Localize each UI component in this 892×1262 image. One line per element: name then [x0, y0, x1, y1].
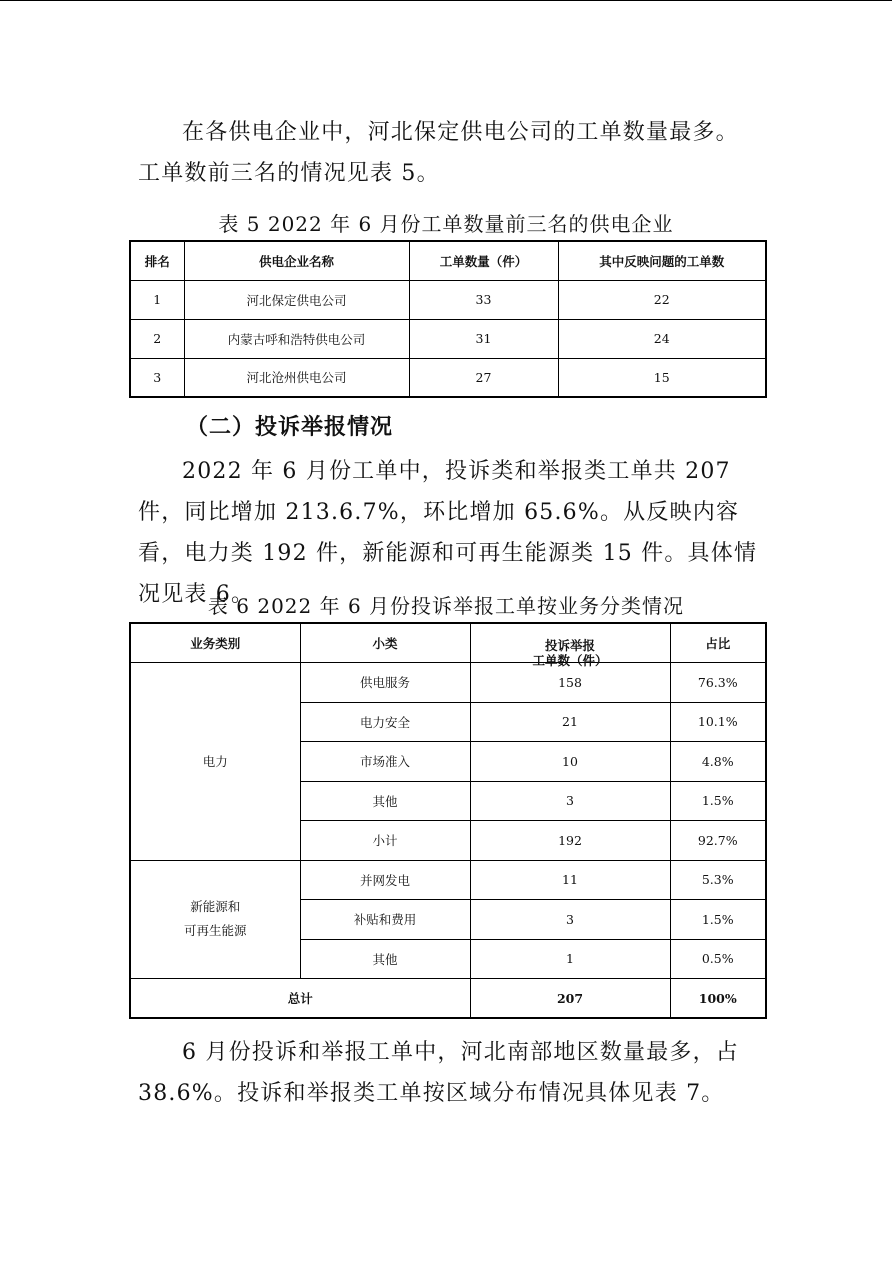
cell-count: 21 [470, 702, 670, 742]
table-row [130, 319, 766, 358]
cell-subcategory: 电力安全 [300, 702, 470, 742]
intro-paragraph: 在各供电企业中，河北保定供电公司的工单数量最多。工单数前三名的情况见表 5。 [138, 120, 739, 186]
header-category: 业务类别 [130, 623, 300, 663]
header-issue-count: 其中反映问题的工单数 [558, 241, 766, 280]
cell-ratio: 4.8% [670, 742, 766, 782]
cell-issue-count: 22 [558, 280, 766, 319]
table-row [130, 663, 766, 703]
cell-ratio: 0.5% [670, 939, 766, 979]
cell-order-count: 31 [409, 319, 558, 358]
category-power: 电力 [130, 663, 300, 861]
table-row-total [130, 979, 766, 1019]
cell-subcategory: 小计 [300, 821, 470, 861]
cell-count: 1 [470, 939, 670, 979]
table5-caption: 表 5 2022 年 6 月份工单数量前三名的供电企业 [218, 212, 674, 236]
cell-ratio: 10.1% [670, 702, 766, 742]
cell-issue-count: 15 [558, 358, 766, 397]
cell-subcategory: 其他 [300, 781, 470, 821]
table6-caption: 表 6 2022 年 6 月份投诉举报工单按业务分类情况 [207, 594, 685, 618]
table-row [130, 280, 766, 319]
cell-total-ratio: 100% [670, 979, 766, 1019]
cell-count: 10 [470, 742, 670, 782]
cell-company: 内蒙古呼和浩特供电公司 [184, 319, 409, 358]
cell-total-count: 207 [470, 979, 670, 1019]
closing-paragraph: 6 月份投诉和举报工单中，河北南部地区数量最多，占 38.6%。投诉和举报类工单按区域分布情况具体见表 7。 [138, 1040, 739, 1106]
top-border-line [0, 0, 892, 1]
cell-order-count: 27 [409, 358, 558, 397]
cell-count: 3 [470, 900, 670, 940]
table-row [130, 358, 766, 397]
cell-ratio: 92.7% [670, 821, 766, 861]
cell-ratio: 76.3% [670, 663, 766, 703]
category-renewable-line2: 可再生能源 [183, 923, 247, 939]
cell-total-label: 总计 [130, 979, 470, 1019]
table-row [130, 860, 766, 900]
cell-count: 11 [470, 860, 670, 900]
header-company: 供电企业名称 [184, 241, 409, 280]
cell-ratio: 1.5% [670, 781, 766, 821]
section2-paragraph: 2022 年 6 月份工单中，投诉类和举报类工单共 207 件，同比增加 213.6.7%，环比增加 65.6%。从反映内容看，电力类 192 件，新能源和可再生能源类 15 件。具体情况见表 6。 [138, 459, 758, 607]
table6-business-categories [129, 622, 767, 1019]
cell-rank: 1 [130, 280, 184, 319]
cell-subcategory: 市场准入 [300, 742, 470, 782]
cell-subcategory: 供电服务 [300, 663, 470, 703]
cell-issue-count: 24 [558, 319, 766, 358]
cell-rank: 2 [130, 319, 184, 358]
cell-rank: 3 [130, 358, 184, 397]
cell-count: 3 [470, 781, 670, 821]
cell-count: 158 [470, 663, 670, 703]
cell-subcategory: 补贴和费用 [300, 900, 470, 940]
cell-order-count: 33 [409, 280, 558, 319]
header-count-line2: 工单数（件） [532, 652, 608, 668]
category-renewable [130, 860, 300, 979]
cell-ratio: 1.5% [670, 900, 766, 940]
cell-count: 192 [470, 821, 670, 861]
table5-top-suppliers [129, 240, 767, 398]
category-renewable-line1: 新能源和 [190, 899, 241, 915]
cell-subcategory: 其他 [300, 939, 470, 979]
cell-subcategory: 并网发电 [300, 860, 470, 900]
header-count [470, 623, 670, 668]
section-heading: （二）投诉举报情况 [186, 415, 394, 440]
header-ratio: 占比 [670, 623, 766, 663]
header-order-count: 工单数量（件） [409, 241, 558, 280]
header-count-line1: 投诉举报 [544, 637, 595, 653]
header-subcategory: 小类 [300, 623, 470, 663]
table-header-row [130, 241, 766, 280]
cell-company: 河北保定供电公司 [184, 280, 409, 319]
table-header-row [130, 623, 766, 663]
cell-ratio: 5.3% [670, 860, 766, 900]
cell-company: 河北沧州供电公司 [184, 358, 409, 397]
header-rank: 排名 [130, 241, 184, 280]
